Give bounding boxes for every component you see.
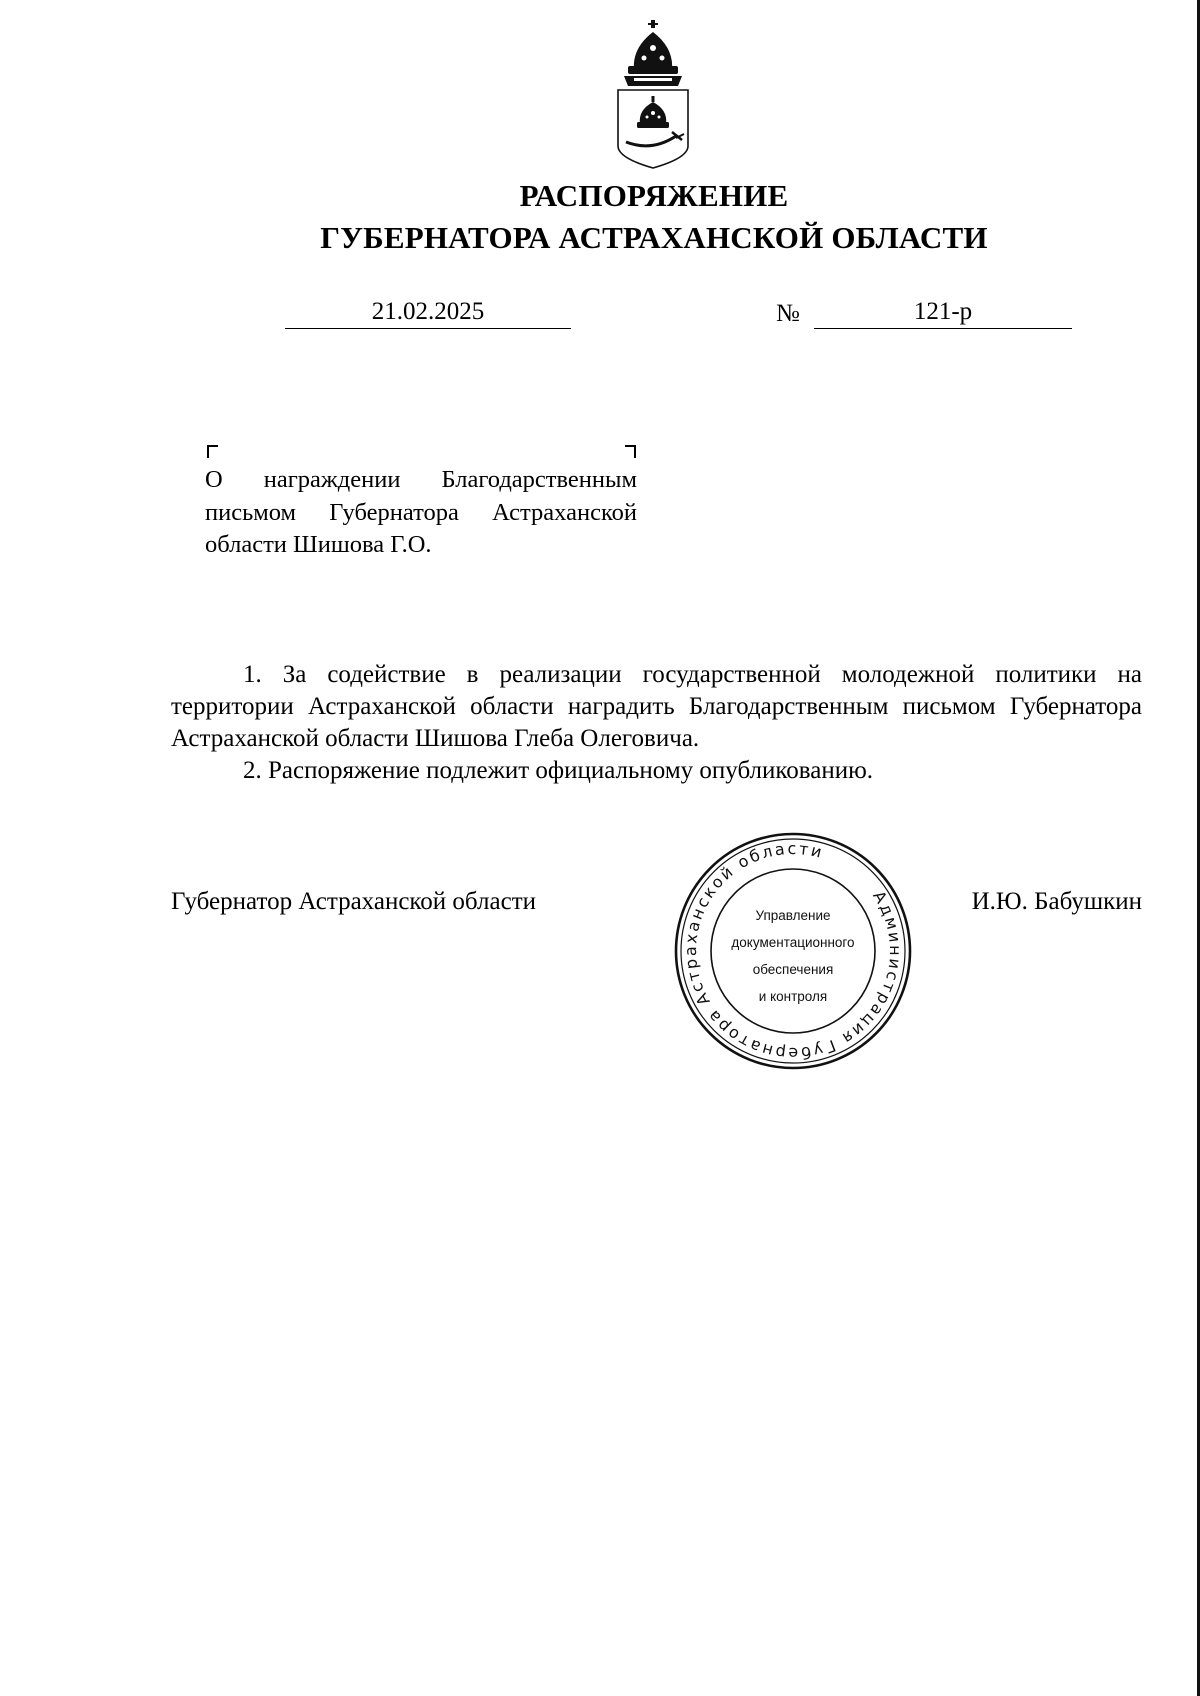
seal-inner-line: Управление bbox=[755, 908, 831, 923]
document-date: 21.02.2025 bbox=[285, 298, 571, 329]
signatory-name: И.Ю. Бабушкин bbox=[971, 888, 1142, 915]
paragraph-2: 2. Распоряжение подлежит официальному опубликованию. bbox=[243, 757, 874, 784]
seal-inner-line: документационного bbox=[731, 935, 855, 950]
subject-corner-left bbox=[207, 445, 218, 458]
document-number: 121-р bbox=[814, 298, 1072, 329]
document-type-title: РАСПОРЯЖЕНИЕ bbox=[519, 178, 789, 213]
subject-line: области Шишова Г.О. bbox=[205, 531, 432, 558]
subject-corner-right bbox=[625, 445, 636, 458]
subject-line: О награждении Благодарственным bbox=[205, 466, 637, 493]
document-subject bbox=[205, 464, 637, 562]
paragraph-1: 1. За содействие в реализации государственной молодежной политики на территории Астраханской области наградить Благодарственным письмом Губернатора Астраханской области Шишова Глеба Олеговича. bbox=[171, 661, 1142, 752]
svg-text:Администрация Губернатора Астр bbox=[681, 839, 905, 1063]
issuer-title: ГУБЕРНАТОРА АСТРАХАНСКОЙ ОБЛАСТИ bbox=[320, 220, 988, 255]
official-seal-stamp bbox=[672, 830, 914, 1072]
number-sign: № bbox=[776, 300, 800, 327]
seal-outer-text: Администрация Губернатора Астраханской области bbox=[680, 838, 906, 1064]
signatory-title: Губернатор Астраханской области bbox=[171, 888, 537, 915]
subject-line: письмом Губернатора Астраханской bbox=[205, 498, 637, 526]
coat-of-arms-icon bbox=[610, 18, 696, 170]
document-body bbox=[171, 659, 1142, 787]
seal-inner-line: обеспечения bbox=[752, 962, 834, 977]
seal-inner-line: и контроля bbox=[758, 989, 828, 1004]
